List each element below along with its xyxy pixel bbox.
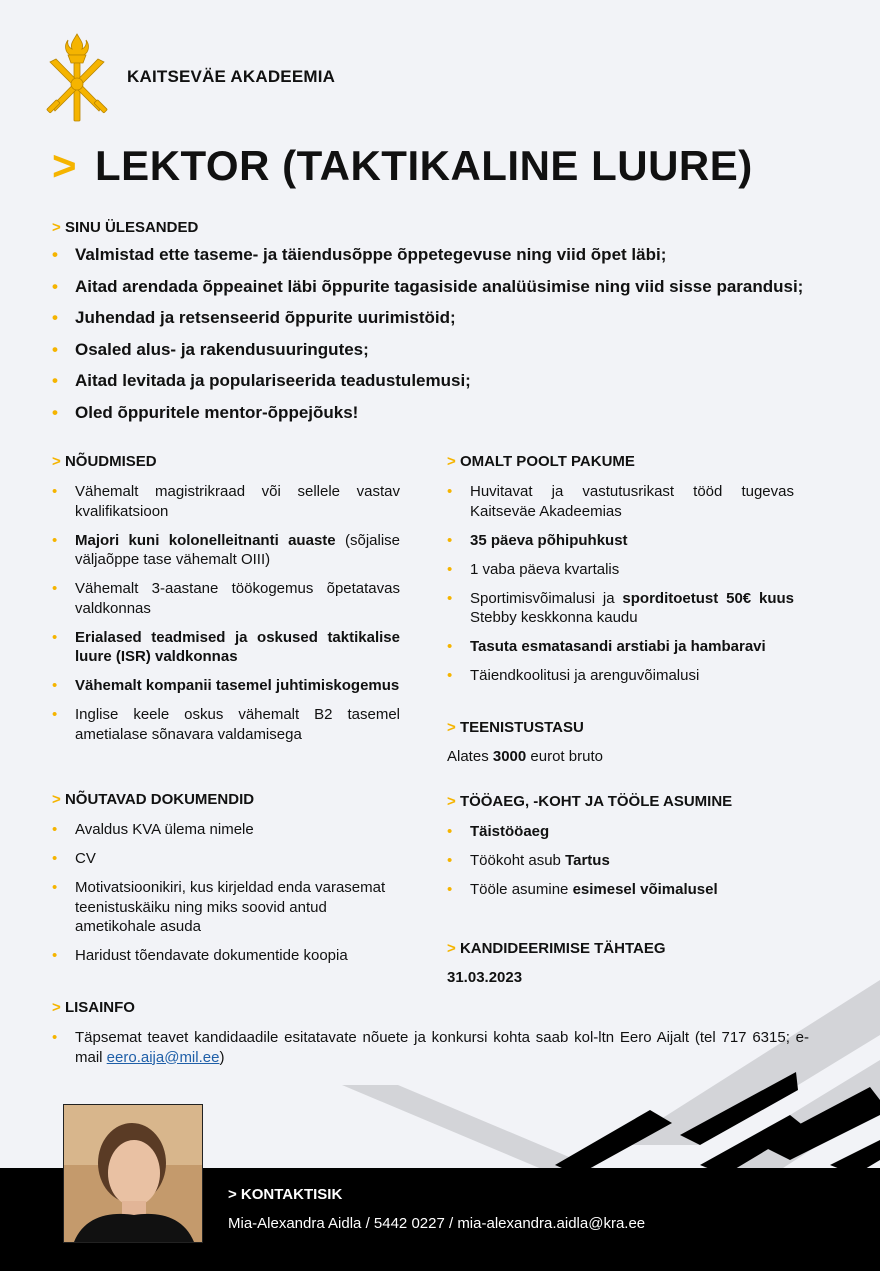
list-item: • CV: [52, 849, 400, 869]
tasks-list: [52, 244, 852, 433]
list-item: • Huvitavat ja vastutusrikast tööd tugevas Kaitseväe Akadeemias: [447, 482, 794, 521]
deadline-heading: > KANDIDEERIMISE TÄHTAEG: [447, 940, 666, 957]
list-item: • Aitad levitada ja populariseerida teadustulemusi;: [52, 370, 852, 392]
list-item: • Töökoht asub Tartus: [447, 851, 794, 871]
list-item: • Vähemalt kompanii tasemel juhtimiskogemus: [52, 676, 400, 696]
documents-list: [52, 820, 400, 975]
email-link[interactable]: eero.aija@mil.ee: [106, 1048, 220, 1066]
tasks-heading: > SINU ÜLESANDED: [52, 219, 199, 236]
list-item: • Täistööaeg: [447, 822, 794, 842]
requirements-heading: > NÕUDMISED: [52, 453, 157, 470]
salary-heading: > TEENISTUSTASU: [447, 719, 584, 736]
list-item: • Aitad arendada õppeainet läbi õppurite tagasiside analüüsimise ning viid sisse parandusi;: [52, 276, 852, 298]
offer-heading: > OMALT POOLT PAKUME: [447, 453, 635, 470]
list-item: • Vähemalt 3-aastane töökogemus õpetatavas valdkonnas: [52, 579, 400, 618]
list-item: • Sportimisvõimalusi ja sporditoetust 50€ kuus Stebby keskkonna kaudu: [447, 589, 794, 628]
salary-text: Alates 3000 eurot bruto: [447, 748, 603, 765]
list-item: • Erialased teadmised ja oskused taktikalise luure (ISR) valdkonnas: [52, 628, 400, 667]
list-item: • Täiendkoolitusi ja arenguvõimalusi: [447, 666, 794, 686]
documents-heading: > NÕUTAVAD DOKUMENDID: [52, 791, 255, 808]
worktime-heading: > TÖÖAEG, -KOHT JA TÖÖLE ASUMINE: [447, 793, 733, 810]
list-item: • Majori kuni kolonelleitnanti auaste (sõjalise väljaõppe tase vähemalt OIII): [52, 531, 400, 570]
page-title: [52, 142, 753, 190]
list-item: • 1 vaba päeva kvartalis: [447, 560, 794, 580]
title-marker: >: [52, 142, 78, 189]
title-text: LEKTOR (TAKTIKALINE LUURE): [95, 142, 753, 189]
list-item: • Juhendad ja retsenseerid õppurite uurimistöid;: [52, 307, 852, 329]
academy-emblem-icon: [44, 32, 110, 124]
contact-heading: > KONTAKTISIK: [228, 1186, 343, 1203]
list-item: • Avaldus KVA ülema nimele: [52, 820, 400, 840]
list-item: • Vähemalt magistrikraad või sellele vastav kvalifikatsioon: [52, 482, 400, 521]
list-item: • Inglise keele oskus vähemalt B2 tasemel ametialase sõnavara valdamisega: [52, 705, 400, 744]
list-item: • Osaled alus- ja rakendusuuringutes;: [52, 339, 852, 361]
list-item: • Haridust tõendavate dokumentide koopia: [52, 946, 400, 966]
offer-list: [447, 482, 794, 695]
worktime-list: [447, 822, 794, 909]
list-item: • Valmistad ette taseme- ja täiendusõppe õppetegevuse ning viid õpet läbi;: [52, 244, 852, 266]
requirements-list: [52, 482, 400, 754]
list-item: • Tasuta esmatasandi arstiabi ja hambaravi: [447, 637, 794, 657]
list-item: • Täpsemat teavet kandidaadile esitatavate nõuete ja konkursi kohta saab kol-ltn Eero Aijalt (tel 717 6315; e-mail eero.aija@mil.ee): [52, 1028, 809, 1067]
list-item: • Motivatsioonikiri, kus kirjeldad enda varasemat teenistuskäiku ning miks soovid antud ametikohale asuda: [52, 878, 400, 937]
contact-details: Mia-Alexandra Aidla / 5442 0227 / mia-alexandra.aidla@kra.ee: [228, 1215, 646, 1232]
organization-name: KAITSEVÄE AKADEEMIA: [127, 67, 336, 86]
extra-list: [52, 1028, 809, 1077]
list-item: • Tööle asumine esimesel võimalusel: [447, 880, 794, 900]
list-item: • Oled õppuritele mentor-õppejõuks!: [52, 402, 852, 424]
deadline-date: 31.03.2023: [447, 969, 523, 986]
contact-photo: [63, 1104, 203, 1243]
extra-heading: > LISAINFO: [52, 999, 135, 1016]
list-item: • 35 päeva põhipuhkust: [447, 531, 794, 551]
